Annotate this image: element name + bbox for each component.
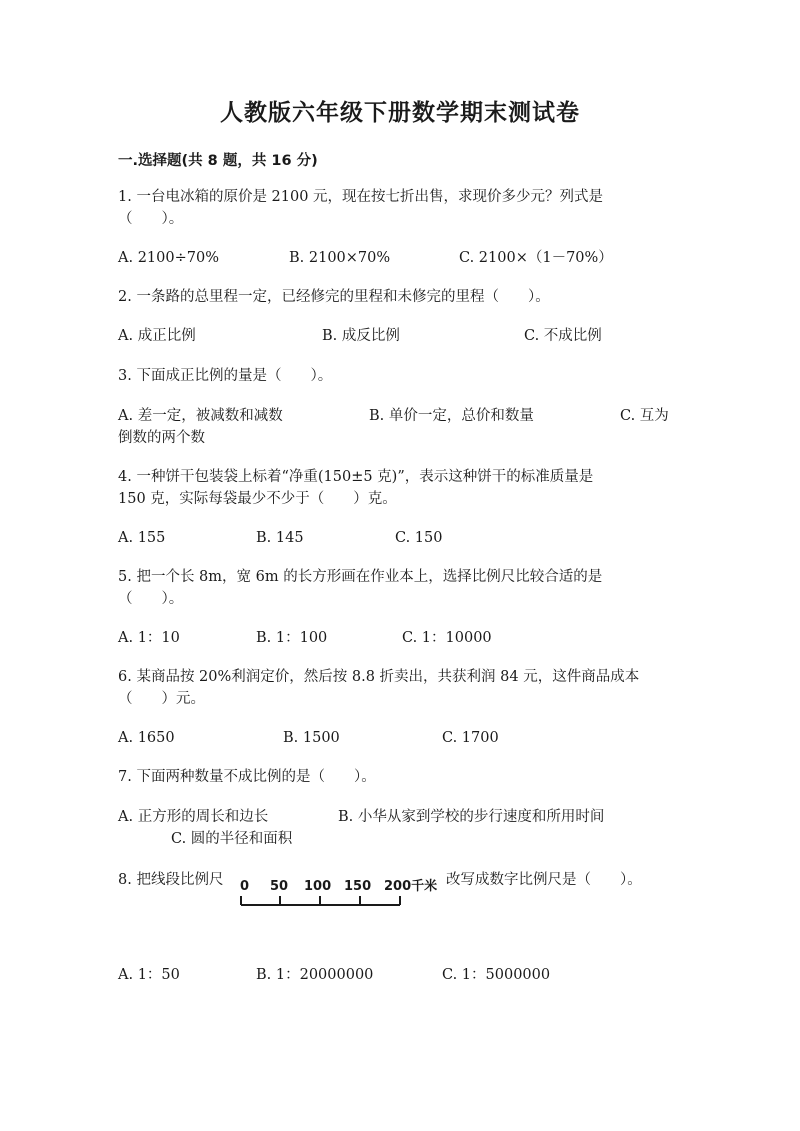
option-c: C. 1：10000 bbox=[402, 630, 492, 646]
question-text: 6. 某商品按 20%利润定价，然后按 8.8 折卖出，共获利润 84 元，这件商品成本 bbox=[118, 669, 640, 685]
section-heading: 一.选择题(共 8 题，共 16 分) bbox=[118, 153, 318, 169]
option-a: A. 1：10 bbox=[118, 630, 180, 646]
question-3 bbox=[118, 365, 678, 387]
question-text: 1. 一台电冰箱的原价是 2100 元，现在按七折出售，求现价多少元？列式是 bbox=[118, 189, 604, 205]
option-b: B. 1500 bbox=[283, 730, 340, 746]
option-c: C. 圆的半径和面积 bbox=[171, 831, 293, 847]
question-text: 150 克，实际每袋最少不少于（ ）克。 bbox=[118, 491, 397, 507]
question-7 bbox=[118, 766, 678, 788]
option-b: B. 1：100 bbox=[256, 630, 328, 646]
option-b: B. 145 bbox=[256, 530, 304, 546]
question-5 bbox=[118, 566, 678, 610]
question-text: （ ）。 bbox=[118, 211, 184, 227]
question-6 bbox=[118, 666, 678, 710]
option-a: A. 1650 bbox=[118, 730, 175, 746]
line-segment-scale bbox=[238, 874, 448, 910]
option-c: C. 互为 bbox=[620, 408, 669, 424]
question-text: （ ）。 bbox=[118, 591, 184, 607]
option-b: B. 单价一定，总价和数量 bbox=[369, 408, 534, 424]
option-b: B. 2100×70% bbox=[289, 250, 391, 266]
scale-label-150: 150 bbox=[344, 879, 372, 894]
option-a: A. 差一定，被减数和减数 bbox=[118, 408, 283, 424]
option-a: A. 1：50 bbox=[118, 967, 180, 983]
option-c: C. 150 bbox=[395, 530, 443, 546]
question-1 bbox=[118, 186, 678, 230]
question-text: 2. 一条路的总里程一定，已经修完的里程和未修完的里程（ ）。 bbox=[118, 289, 550, 305]
scale-label-50: 50 bbox=[270, 879, 289, 894]
option-c: C. 1：5000000 bbox=[442, 967, 551, 983]
option-b: B. 成反比例 bbox=[322, 328, 400, 344]
question-2 bbox=[118, 286, 678, 308]
option-c: C. 1700 bbox=[442, 730, 499, 746]
question-8-text-end: 改写成数字比例尺是（ ）。 bbox=[446, 872, 642, 888]
question-text: 4. 一种饼干包装袋上标着“净重(150±5 克)”，表示这种饼干的标准质量是 bbox=[118, 469, 594, 485]
page-title: 人教版六年级下册数学期末测试卷 bbox=[220, 100, 580, 126]
question-text: 5. 把一个长 8m，宽 6m 的长方形画在作业本上，选择比例尺比较合适的是 bbox=[118, 569, 603, 585]
option-c: C. 2100×（1－70%） bbox=[459, 250, 613, 266]
question-4 bbox=[118, 466, 678, 510]
option-c: C. 不成比例 bbox=[524, 328, 602, 344]
option-b: B. 小华从家到学校的步行速度和所用时间 bbox=[338, 809, 605, 825]
question-8-text: 8. 把线段比例尺 bbox=[118, 872, 224, 888]
question-text: 7. 下面两种数量不成比例的是（ ）。 bbox=[118, 769, 376, 785]
option-a: A. 2100÷70% bbox=[118, 250, 219, 266]
option-a: A. 成正比例 bbox=[118, 328, 196, 344]
option-a: A. 正方形的周长和边长 bbox=[118, 809, 269, 825]
scale-label-0: 0 bbox=[240, 879, 250, 894]
scale-label-100: 100 bbox=[304, 879, 332, 894]
question-text: （ ）元。 bbox=[118, 691, 205, 707]
option-a: A. 155 bbox=[118, 530, 166, 546]
option-c-continued: 倒数的两个数 bbox=[118, 430, 205, 446]
question-text: 3. 下面成正比例的量是（ ）。 bbox=[118, 368, 333, 384]
option-b: B. 1：20000000 bbox=[256, 967, 374, 983]
scale-label-200-km: 200千米 bbox=[384, 879, 438, 894]
